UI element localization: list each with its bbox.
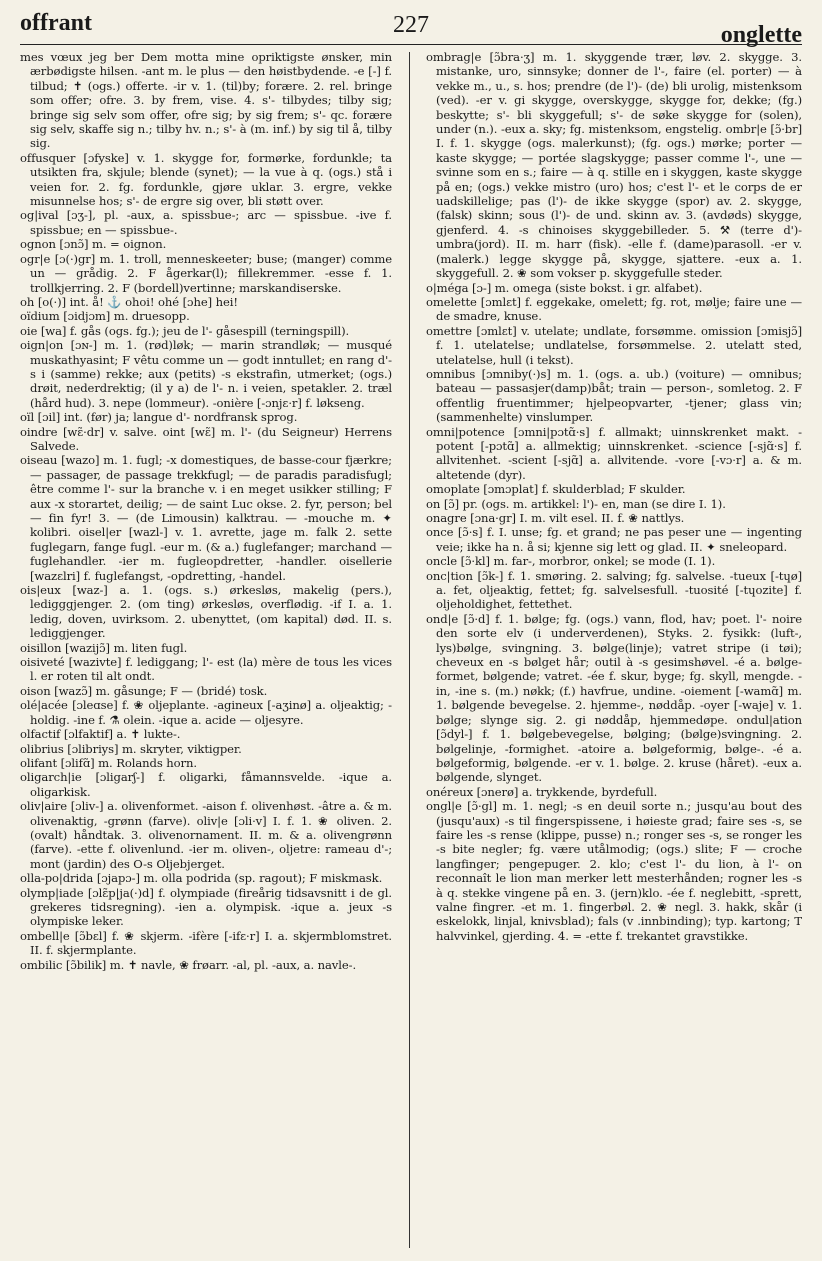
dictionary-entry: olé|acée [ɔleɑse] f. ❀ oljeplante. -agineux [-aʒinø] a. oljeaktig; -holdig. -ine f. ⚗ olein. -ique a. acide — oljesyre. [20,698,392,727]
dictionary-entry: ognon [ɔnɔ̃] m. = oignon. [20,237,167,252]
guide-word-left: offrant [20,10,92,36]
dictionary-entry: ongl|e [ɔ̃·gl] m. 1. negl; -s en deuil sorte n.; jusqu'au bout des (jusqu'aux) -s til fingerspissene, i høieste grad; faire ses -s, se faire les -s rense (klippe, pusse) n.; ronger ses -s, se ronger les -s bite negler; fg. være utålmodig; (ogs.) slite; F — croche langfinger; pengepuger. 2. klo; c'est l'- du lion, à l'- on reconnaît le lion man merker lett mesterhånden; rogner les -s à q. stekke vingene på en. 3. (jern)klo. -ée f. neglebitt, -sprett, valne fingrer. -et m. 1. fingerbøl. 2. ❀ negl. 3. hakk, skår (i eskelokk, linjal, knivsblad); fals (v .innbinding); typ. kartong; T halvvinkel, gjerding. 4. = -ette f. trekantet gravstikke. [426,799,802,943]
dictionary-entry: oïl [ɔil] int. (før) ja; langue d'- nordfransk sprog. [20,410,298,425]
dictionary-entry: ombrag|e [ɔ̃bra·ʒ] m. 1. skyggende trær, løv. 2. skygge. 3. mistanke, uro, sinnsyke; donner de l'-, faire (el. porter) — à vekke m., u., s. hos; prendre (de l')- (de) bli urolig, mistenksom (ved). -er v. gi skygge, overskygge, skygge for, dekke; (fg.) beskytte; s'- bli skyggefull; s'- de søke skygge for (solen), under (n.). -eux a. sky; fg. mistenksom, engstelig. ombr|e [ɔ̃·br] I. f. 1. skygge (ogs. malerkunst); (fg. ogs.) mørke; porter — kaste skygge; — portée slagskygge; passer comme l'-, une — svinne som en s.; faire — à q. stille en i skyggen, kaste skygge på en; (ogs.) vekke mistro (uro) hos; c'est l'- et le corps de er uadskillelige; pas (l')- de ikke skygge (spor) av. 2. skygge, (falsk) skinn; sous (l')- de und. skinn av. 3. (avdøds) skygge, gjenferd. 4. -s chinoises skyggebilleder. 5. ⚒ (terre d')- umbra(jord). II. m. harr (fisk). -elle f. (dame)parasoll. -er v. (malerk.) legge skygge på, skygge, sjattere. -eux a. 1. skyggefull. 2. ❀ som vokser p. skyggefulle steder. [426,50,802,281]
dictionary-entry: oisiveté [wazivte] f. lediggang; l'- est (la) mère de tous les vices l. er roten til alt ondt. [20,655,392,684]
dictionary-entry: olfactif [ɔlfaktif] a. ✝ lukte-. [20,727,181,742]
dictionary-entry: olifant [ɔlifɑ̃] m. Rolands horn. [20,755,197,770]
dictionary-entry: oh [o(·)] int. å! ⚓ ohoi! ohé [ɔhe] hei! [20,294,238,309]
dictionary-entry: mes vœux jeg ber Dem motta mine opriktigste ønsker, min ærbødigste hilsen. -ant m. le plus — den høistbydende. -e [-] f. tilbud; ✝ (ogs.) offerte. -ir v. 1. (til)by; forære. 2. rel. bringe som offer; ofre. 3. by frem, vise. 4. s'- tilbydes; tilby sig; bringe sig selv som offer, ofre sig; by sig frem; s'- qc. forære sig selv, skaffe sig n.; tilby hv. n.; s'- à (m. inf.) by sig til å, tilby sig. [20,50,392,151]
header-rule [20,44,802,45]
dictionary-entry: offusquer [ɔfyske] v. 1. skygge for, formørke, fordunkle; ta utsikten fra, skjule; blende (synet); — la vue à q. (ogs.) stå i veien for. 2. fg. fordunkle, gjøre uklar. 3. ergre, vekke misunnelse hos; s'- de ergre sig over, bli støtt over. [20,150,392,209]
dictionary-entry: omnibus [ɔmniby(·)s] m. 1. (ogs. a. ub.) (voiture) — omnibus; bateau — passasjer(damp)båt; train — person-, somletog. 2. F offentlig fruentimmer; hjelpeopvarter, -tjener; glass vin; (sammenhelte) vinslumper. [426,366,802,425]
dictionary-entry: olymp|iade [ɔlɛ̃p|ja(·)d] f. olympiade (fireårig tidsavsnitt i de gl. grekeres tidsregning). -ien a. olympisk. -ique a. jeux -s olympiske leker. [20,885,392,929]
dictionary-entry: ombilic [ɔ̃bilik] m. ✝ navle, ❀ frøarr. -al, pl. -aux, a. navle-. [20,957,357,972]
dictionary-entry: ond|e [ɔ̃·d] f. 1. bølge; fg. (ogs.) vann, flod, hav; poet. l'- noire den sorte elv (i underverdenen), Styks. 2. fysikk: (luft-, lys)bølge, svingning. 3. bølge(linje); vatret stripe (i tøi); cheveux en -s bølget hår; outil à -s gesimshøvel. -é a. bølgeformet, bølgende; vatret. -ée f. skur, byge; fg. skyll, mengde. -in, -ine s. (m.) nøkk; (f.) havfrue, undine. -oiement [-wamɑ̃] m. 1. bølgende bevegelse. 2. hjemme-, nøddåp. -oyer [-waje] v. 1. bølge; slynge sig. 2. gi nøddåp, hjemmedøpe. ondul|ation [ɔ̃dyl-] f. 1. bølgebevegelse, bølging; (bølge)svingning. 2. bølgelinje, -formighet. -atoire a. bølgeformig, bølge-. -é a. bølgeformig, bølgende. -er v. 1. bølge. 2. kruse (håret). -eux a. bølgende, slynget. [426,611,802,785]
left-column [20,50,392,1250]
dictionary-entry: oisillon [wazijɔ̃] m. liten fugl. [20,640,188,655]
dictionary-entry: oliv|aire [ɔliv-] a. olivenformet. -aison f. olivenhøst. -âtre a. & m. olivenaktig, -grønn (farve). oliv|e [ɔli·v] I. f. 1. ❀ oliven. 2. (ovalt) håndtak. 3. olivenornament. II. m. & a. olivengrønn (farve). -ette f. olivenlund. -ier m. oliven-, oljetre: rameau d'-; mont (jardin) des O-s Oljebjerget. [20,799,392,871]
dictionary-entry: omni|potence [ɔmni|pɔtɑ̃·s] f. allmakt; uinnskrenket makt. -potent [-pɔtɑ̃] a. allmektig; uinnskrenket. -science [-sjɑ̃·s] f. allvitenhet. -scient [-sjɑ̃] a. allvitende. -vore [-vɔ·r] a. & m. altetende (dyr). [426,424,802,482]
dictionary-entry: onc|tion [ɔ̃k-] f. 1. smøring. 2. salving; fg. salvelse. -tueux [-tɥø] a. fet, oljeaktig, fettet; fg. salvelsesfull. -tuosité [-tɥozite] f. oljeholdighet, fettethet. [426,568,802,612]
dictionary-entry: oison [wazɔ̃] m. gåsunge; F — (bridé) tosk. [20,683,268,698]
dictionary-entry: omettre [ɔmlɛt] v. utelate; undlate, forsømme. omission [ɔmisjɔ̃] f. 1. utelatelse; undlatelse, forsømmelse. 2. utelatt sted, utelatelse, hull (i tekst). [426,323,802,367]
dictionary-entry: oign|on [ɔɴ-] m. 1. (rød)løk; — marin strandløk; — musqué muskathyasint; F vêtu comme un — godt inntullet; en rang d'-s i (samme) rekke; aux (petits) -s ekstrafin, utmerket; (ogs.) drøit, nederdrektig; (il y a) de l'- n. i veien, spetakler. 2. træl (hård hud). 3. nepe (lommeur). -onière [-ɔnjɛ·r] f. løkseng. [20,338,392,410]
page-header [0,8,822,48]
dictionary-entry: o|méga [ɔ-] m. omega (siste bokst. i gr. alfabet). [426,280,703,295]
dictionary-entry: omelette [ɔmlɛt] f. eggekake, omelett; fg. rot, mølje; faire une — de smadre, knuse. [426,294,802,324]
dictionary-entry: ogr|e [ɔ(·)gr] m. 1. troll, menneskeeter; buse; (manger) comme un — grådig. 2. F ågerkar(l); fillekremmer. -esse f. 1. trollkjerring. 2. F (bordell)vertinne; marskandiserske. [20,251,392,295]
page-number: 227 [393,12,429,38]
dictionary-entry: oindre [wɛ̃·dr] v. salve. oint [wɛ̃] m. l'- (du Seigneur) Herrens Salvede. [20,424,392,453]
dictionary-entry: ois|eux [waz-] a. 1. (ogs. s.) ørkesløs, makelig (pers.), ledigggjenger. 2. (om ting) ørkesløs, overflødig. -if I. a. 1. ledig, doven, uvirksom. 2. ubenyttet, (om kapital) død. II. s. lediggjenger. [20,583,392,641]
dictionary-entry: once [ɔ̃·s] f. I. unse; fg. et grand; ne pas peser une — ingenting veie; ikke ha n. å si; kjenne sig lett og glad. II. ✦ sneleopard. [426,525,802,554]
right-column [426,50,802,1250]
dictionary-entry: olla-po|drida [ɔjapɔ-] m. olla podrida (sp. ragout); F miskmask. [20,871,383,886]
dictionary-entry: oncle [ɔ̃·kl] m. far-, morbror, onkel; se mode (I. 1). [426,554,716,569]
dictionary-entry: olibrius [ɔlibriys] m. skryter, viktigper. [20,741,242,756]
dictionary-entry: on [ɔ̃] pr. (ogs. m. artikkel: l')- en, man (se dire I. 1). [426,496,726,511]
dictionary-entry: oïdium [ɔidjɔm] m. druesopp. [20,309,190,324]
guide-word-right: onglette [720,22,802,48]
dictionary-entry: oligarch|ie [ɔligarʃ-] f. oligarki, fåmannsvelde. -ique a. oligarkisk. [20,770,392,799]
dictionary-entry: oie [wa] f. gås (ogs. fg.); jeu de l'- gåsespill (terningspill). [20,323,350,338]
dictionary-entry: onéreux [ɔnerø] a. trykkende, byrdefull. [426,784,658,799]
column-divider [409,52,410,1248]
dictionary-entry: ombell|e [ɔ̃bɛl] f. ❀ skjerm. -ifère [-ifɛ·r] I. a. skjermblomstret. II. f. skjermplante. [20,928,392,958]
dictionary-entry: omoplate [ɔmɔplat] f. skulderblad; F skulder. [426,482,686,497]
dictionary-entry: og|ival [ɔʒ-], pl. -aux, a. spissbue-; arc — spissbue. -ive f. spissbue; en — spissbue-. [20,208,392,237]
dictionary-entry: oiseau [wazo] m. 1. fugl; -x domestiques, de basse-cour fjærkre; — passager, de passage trekkfugl; — de paradis paradisfugl; être comme l'- sur la branche v. i en meget usikker stilling; F aux -x storartet, deilig; — de saint Luc okse. 2. fyr, person; bel — fin fyr! 3. — (de Limousin) kalktrau. — -mouche m. ✦ kolibri. oisel|er [wazl-] v. 1. avrette, jage m. falk 2. sette fuglegarn, fange fugl. -eur m. (& a.) fuglefanger; marchand — fuglehandler. -ier m. fugleopdretter, -handler. oisellerie [wazɛlri] f. fuglefangst, -opdretting, -handel. [20,453,392,583]
dictionary-entry: onagre [ɔna·gr] I. m. vilt esel. II. f. ❀ nattlys. [426,511,685,525]
